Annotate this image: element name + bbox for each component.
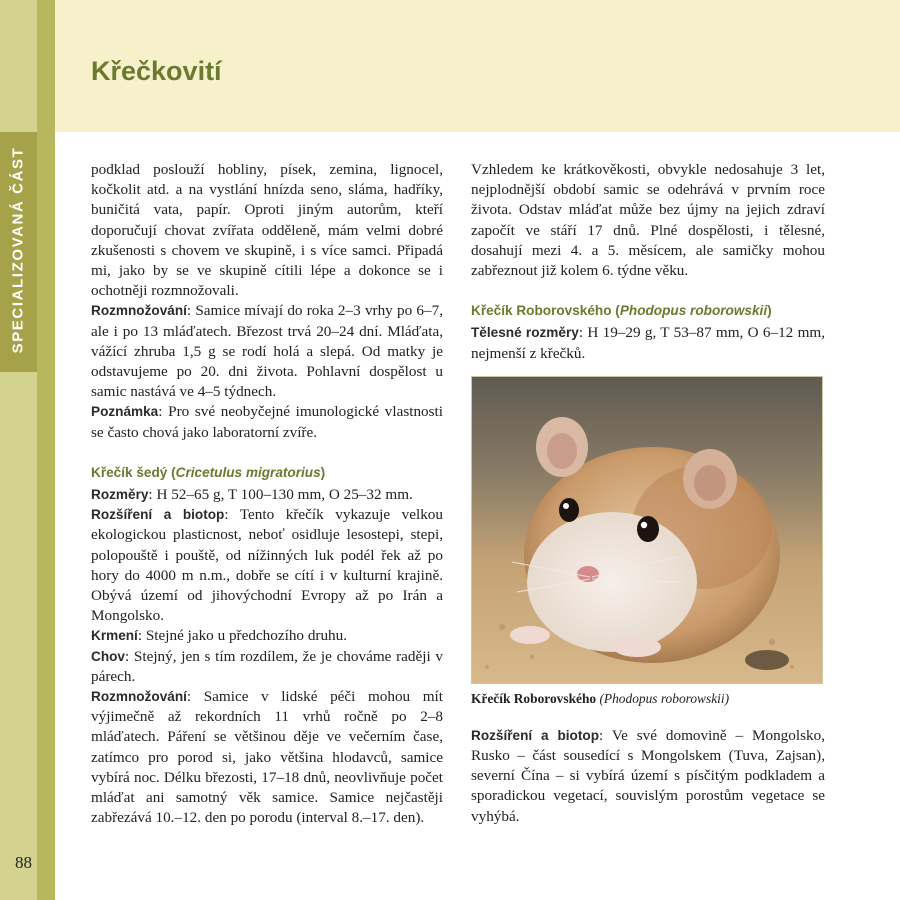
side-strip-accent xyxy=(37,0,55,900)
feeding-text: : Stejné jako u předchozího druhu. xyxy=(137,627,348,645)
range-paragraph xyxy=(91,505,443,626)
note-paragraph xyxy=(91,402,443,442)
reproduction2-text: : Samice v lidské péči mohou mít výjimečně až rekordních 11 vrhů ročně po 2–8 mláďatech. Páření se většinou děje ve večerním čase, zatímco pro porod si, jako většina hlodavců, samice vybírá noc. Délku březosti, 17–18 dnů, neovlivňuje počet mláďat ani samotný věk samice. Samice nejčastěji zabřezává 10.–12. den po porodu (interval 8.–17. den). xyxy=(91,688,443,827)
note-label: Poznámka xyxy=(91,404,159,420)
reproduction-paragraph xyxy=(91,301,443,402)
keeping-paragraph xyxy=(91,647,443,687)
range-label: Rozšíření a biotop xyxy=(91,507,225,523)
body-size-paragraph xyxy=(471,323,825,363)
keeping-label: Chov xyxy=(91,648,125,664)
species-heading-grey: Křečík šedý (Cricetulus migratorius) xyxy=(91,464,326,480)
section-label: SPECIALIZOVANÁ ČÁST xyxy=(9,146,27,354)
range-label-roborovski: Rozšíření a biotop xyxy=(471,727,599,743)
species-heading-roborovski: Křečík Roborovského (Phodopus roborowskii) xyxy=(471,303,772,319)
page-title: Křečkovití xyxy=(91,56,222,86)
caption-name: Křečík Roborovského xyxy=(471,690,597,706)
page-number: 88 xyxy=(15,853,32,872)
caption-latin: (Phodopus roborowskii) xyxy=(599,690,730,706)
intro-paragraph: podklad poslouží hobliny, písek, zemina, lignocel, kočkolit atd. a na vystlání hnízda seno, sláma, hadříky, buničitá vata, papír. Oproti jiným autorům, kteří doporučují chovat zvířata odděleně, mám velmi dobré zkušenosti s chovem ve skupině, i s více samci. Připadá mi, jako by se ve skupině cítili lépe a dokonce se i ochotněji rozmnožovali. xyxy=(91,161,443,300)
species-latin-grey: Cricetulus migratorius xyxy=(175,464,321,480)
range-text-roborovski: : Ve své domovině – Mongolsko, Rusko – část sousedící s Mongolskem (Tuva, Zajsan), severní Čína – si vybírá území s písčitým podkladem a sporadickou vegetací, souvislým porostům vegetace se vyhýbá. xyxy=(471,726,825,825)
keeping-text: : Stejný, jen s tím rozdílem, že je chováme raději v párech. xyxy=(91,647,443,685)
size-text: : H 52–65 g, T 100–130 mm, O 25–32 mm. xyxy=(148,486,413,504)
size-paragraph xyxy=(91,485,443,505)
feeding-label: Krmení xyxy=(91,628,138,644)
body-size-label: Tělesné rozměry xyxy=(471,325,579,341)
range-paragraph-roborovski xyxy=(471,726,825,827)
feeding-paragraph xyxy=(91,626,443,646)
species-latin-roborovski: Phodopus roborowskii xyxy=(619,303,768,319)
left-column xyxy=(91,160,443,829)
note-text: : Pro své neobyčejné imunologické vlastnosti se často chová jako laboratorní zvíře. xyxy=(91,403,443,441)
size-label: Rozměry xyxy=(91,487,149,503)
reproduction-label: Rozmnožování xyxy=(91,303,187,319)
reproduction-text: : Samice mívají do roka 2–3 vrhy po 6–7, ale i po 13 mláďatech. Březost trvá 20–24 dní. Mláďata, vážící zhruba 1,5 g se rodí holá a slepá. Od matky je odstavujeme po 20. dni života. Pohlavní dospělost u samic nastává ve 4–5 týdnech. xyxy=(91,302,443,401)
hamster-photo xyxy=(471,376,823,684)
reproduction2-paragraph xyxy=(91,687,443,828)
photo-caption xyxy=(471,690,825,708)
lifespan-paragraph: Vzhledem ke krátkověkosti, obvykle nedosahuje 3 let, nejplodnější období samic se odehrává v prvním roce života. Odstav mláďat může bez újmy na jejich zdraví započít ve stáří 17 dnů. Plné dospělosti, i tělesné, dosahují mezi 4. a 5. měsícem, ale samičky mohou zabřeznout již kolem 6. týdne věku. xyxy=(471,161,825,280)
range-text: : Tento křečík vykazuje velkou ekologickou plasticnost, neboť osidluje lesostepi, stepi, polopouště i pouště, od nížinných luk podél řek až po hory do 4000 m n.m., dobře se cítí i v kulturní krajině. Obývá území od jihovýchodní Evropy až po Irán a Mongolsko. xyxy=(91,506,443,625)
body-size-text: : H 19–29 g, T 53–87 mm, O 6–12 mm, nejmenší z křečků. xyxy=(471,324,826,362)
reproduction2-label: Rozmnožování xyxy=(91,689,187,705)
right-column xyxy=(471,160,825,827)
